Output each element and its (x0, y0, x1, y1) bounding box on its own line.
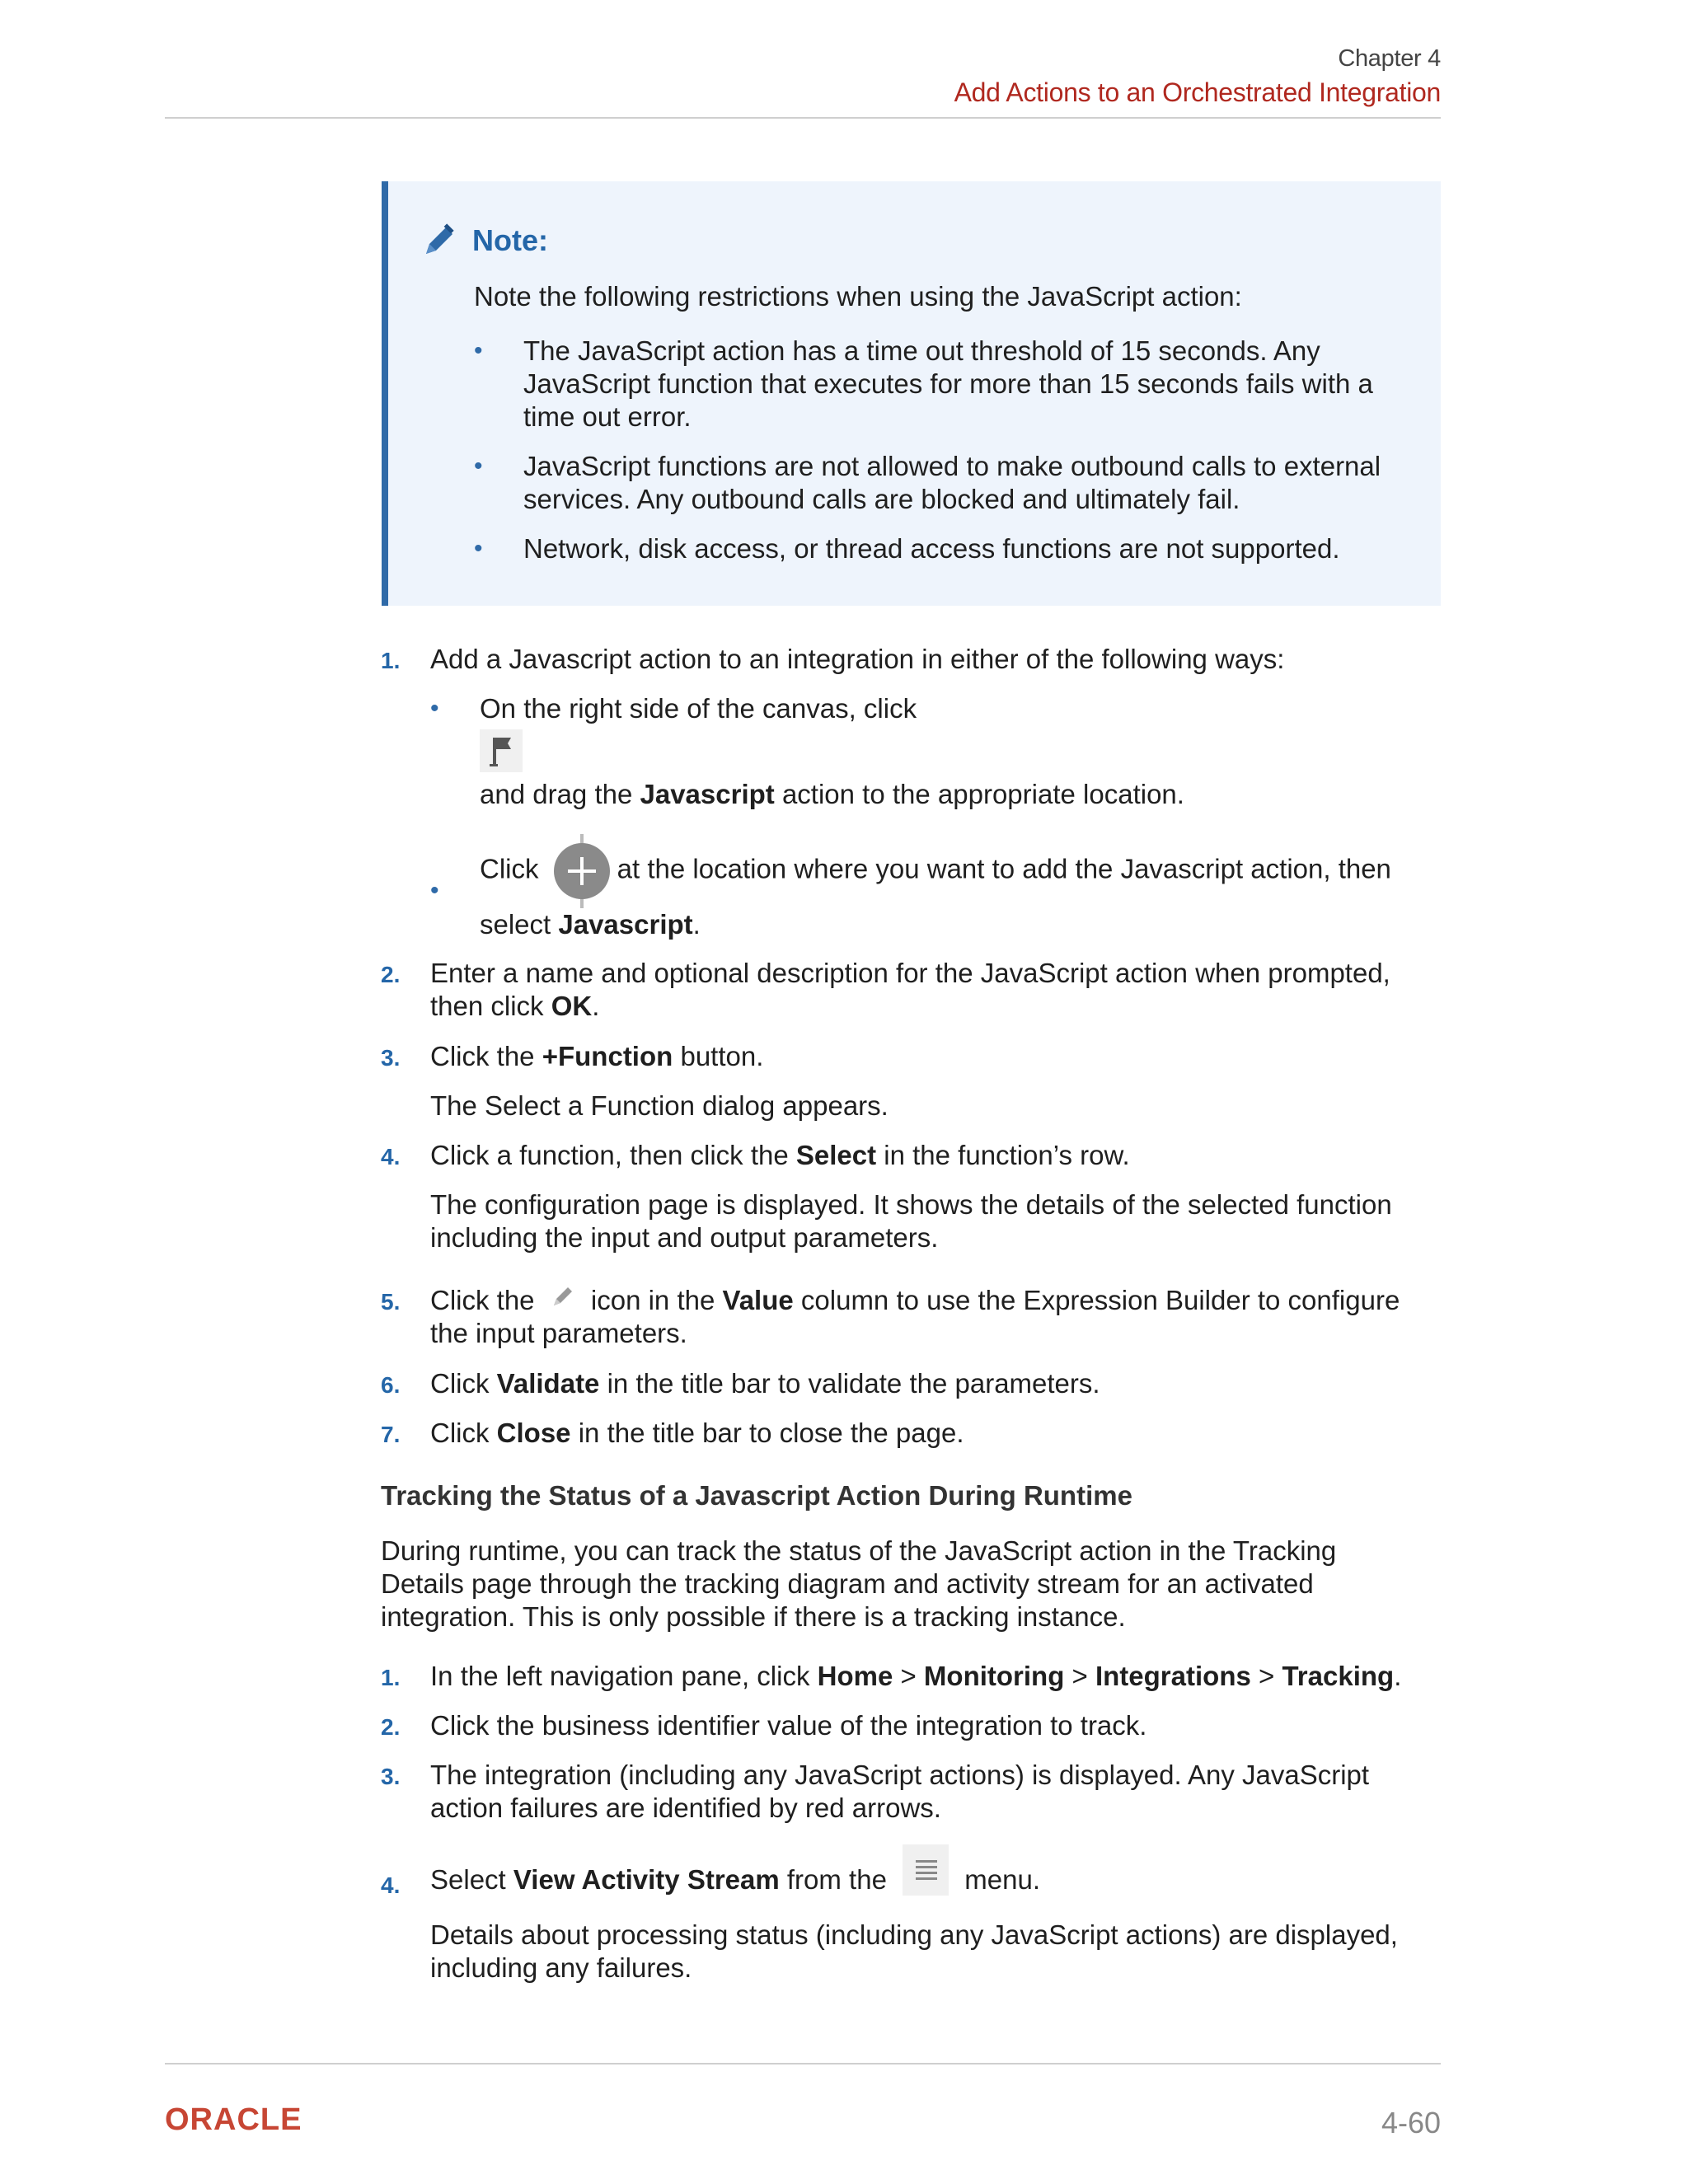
bullet: • (430, 695, 439, 722)
step-text: Click Validate in the title bar to validate the parameters. (430, 1368, 1100, 1399)
note-item: • Network, disk access, or thread access functions are not supported. (474, 532, 1397, 565)
flag-icon (480, 729, 523, 772)
step-result: The Select a Function dialog appears. (430, 1090, 889, 1121)
actions-palette-button[interactable] (480, 729, 523, 772)
oracle-logo (165, 2105, 348, 2131)
header-divider (165, 117, 1441, 119)
note-title: Note: (472, 223, 548, 257)
step-number: 7. (381, 1422, 401, 1447)
step-text: Click Close in the title bar to close the page. (430, 1418, 964, 1448)
bullet-text: Click at the location where you want to add the Javascript action, then select Javascript. (480, 834, 1436, 941)
pencil-icon (421, 223, 457, 259)
hamburger-menu-button[interactable] (903, 1844, 949, 1896)
step-number: 4. (381, 1872, 401, 1898)
note-heading (421, 223, 548, 259)
footer-divider (165, 2063, 1441, 2064)
note-item: • The JavaScript action has a time out threshold of 15 seconds. Any JavaScript function that executes for more than 15 seconds fails with a time out error. (474, 335, 1397, 434)
note-list (474, 335, 1397, 582)
chapter-label: Chapter 4 (1338, 45, 1441, 72)
note-intro: Note the following restrictions when using the JavaScript action: (474, 281, 1242, 312)
step-number: 2. (381, 1714, 401, 1740)
step-number: 4. (381, 1144, 401, 1169)
step-number: 3. (381, 1045, 401, 1071)
step-result: Details about processing status (including any JavaScript actions) are displayed, including any failures. (430, 1919, 1398, 1983)
hamburger-menu-icon (903, 1844, 949, 1896)
running-header (954, 45, 1441, 109)
step-number: 2. (381, 962, 401, 987)
step-number: 6. (381, 1372, 401, 1398)
plus-circle-icon[interactable] (553, 834, 611, 908)
step-result: The configuration page is displayed. It shows the details of the selected function including the input and output parameters. (430, 1189, 1392, 1253)
step-text: Click the business identifier value of the integration to track. (430, 1710, 1147, 1741)
edit-pencil-icon[interactable] (551, 1284, 575, 1309)
step-text: Click the icon in the Value column to use the Expression Builder to configure the input parameters. (430, 1285, 1400, 1348)
note-item: • JavaScript functions are not allowed to make outbound calls to external services. Any outbound calls are blocked and ultimately fail. (474, 450, 1397, 516)
section-heading: Tracking the Status of a Javascript Action During Runtime (381, 1480, 1132, 1511)
step-text: Click the +Function button. (430, 1041, 764, 1071)
page-number: 4-60 (1381, 2106, 1441, 2139)
step-number: 5. (381, 1289, 401, 1315)
bullet: • (430, 877, 439, 904)
section-intro: During runtime, you can track the status of the JavaScript action in the Tracking Details page through the tracking diagram and activity stream for an activated integration. This is only possible if there is a tracking instance. (381, 1535, 1337, 1632)
bullet-text-continued: and drag the Javascript action to the appropriate location. (480, 779, 1184, 809)
step-number: 1. (381, 648, 401, 673)
note-box (382, 181, 1441, 606)
chapter-title: Add Actions to an Orchestrated Integration (954, 77, 1441, 107)
step-number: 1. (381, 1665, 401, 1690)
svg-text:ORACLE: ORACLE (165, 2105, 302, 2131)
step-text: Enter a name and optional description for the JavaScript action when prompted, then click OK. (430, 958, 1390, 1021)
bullet-text: On the right side of the canvas, click (480, 693, 917, 724)
step-text: Click a function, then click the Select in the function’s row. (430, 1140, 1130, 1170)
step-text: The integration (including any JavaScript actions) is displayed. Any JavaScript action failures are identified by red arrows. (430, 1760, 1370, 1823)
step-text: In the left navigation pane, click Home > Monitoring > Integrations > Tracking. (430, 1661, 1402, 1691)
step-text: Add a Javascript action to an integration in either of the following ways: (430, 644, 1285, 674)
step-number: 3. (381, 1764, 401, 1789)
step-text: Select View Activity Stream from the menu. (430, 1844, 1444, 1896)
